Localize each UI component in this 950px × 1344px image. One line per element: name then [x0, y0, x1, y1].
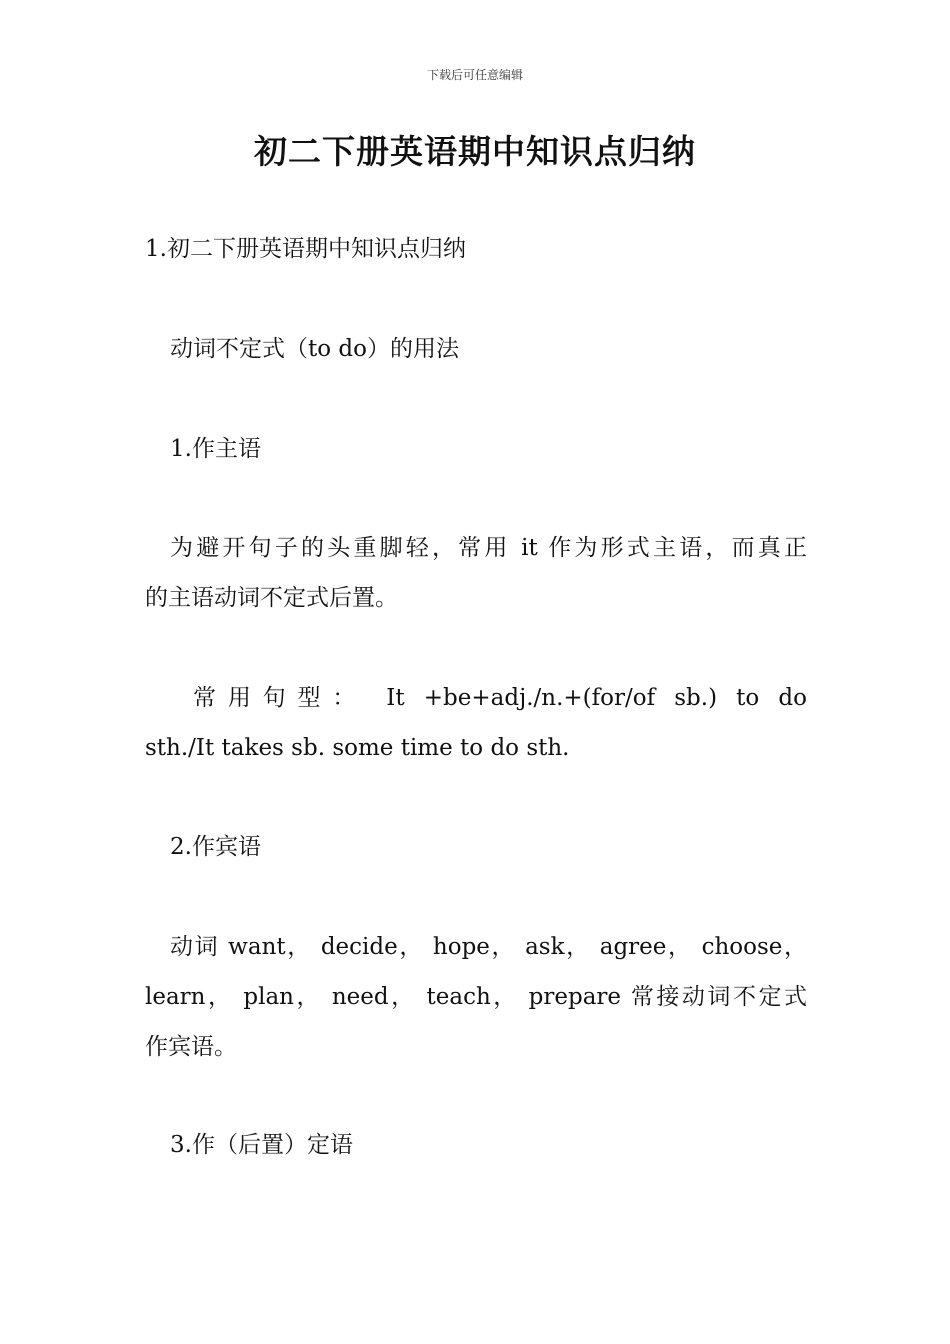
document-title: 初二下册英语期中知识点归纳 [254, 132, 696, 171]
pattern-line-2: sth./It takes sb. some time to do sth. [145, 735, 570, 761]
subheading: 动词不定式（to do）的用法 [170, 336, 459, 362]
section-heading: 1.初二下册英语期中知识点归纳 [145, 236, 466, 262]
item-1-heading: 1.作主语 [170, 436, 261, 462]
item-2-line-1: 动词 want， decide， hope， ask， agree， choose， [170, 934, 807, 960]
pattern-line-1: 常用句型： It +be+adj./n.+(for/of sb.) to do [193, 685, 807, 711]
item-2-heading: 2.作宾语 [170, 834, 261, 860]
header-note: 下载后可任意编辑 [426, 68, 523, 82]
item-2-line-3: 作宾语。 [145, 1034, 237, 1060]
pattern-paragraph [145, 673, 807, 773]
item-1-line-2: 的主语动词不定式后置。 [145, 585, 398, 611]
item-2-paragraph [145, 922, 807, 1072]
item-2-line-2: learn， plan， need， teach， prepare 常接动词不定式 [145, 984, 807, 1010]
item-1-paragraph [145, 523, 807, 623]
item-1-line-1: 为避开句子的头重脚轻，常用 it 作为形式主语，而真正 [170, 535, 807, 561]
item-3-heading: 3.作（后置）定语 [170, 1132, 353, 1158]
